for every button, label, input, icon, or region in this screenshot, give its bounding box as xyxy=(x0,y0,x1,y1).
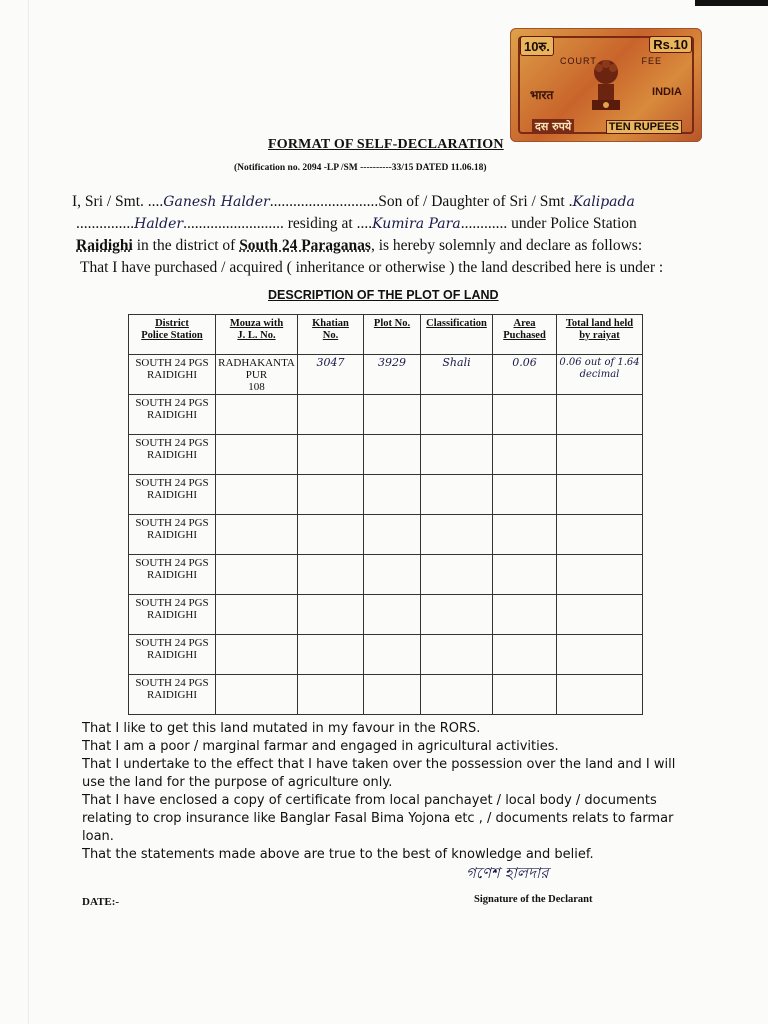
police-station-cell-text: SOUTH 24 PGS xyxy=(135,677,209,689)
police-station-cell-text: RAIDIGHI xyxy=(146,689,198,701)
khatian-cell xyxy=(298,555,364,595)
plot-description-title: DESCRIPTION OF THE PLOT OF LAND xyxy=(268,288,499,302)
mouza-cell-text: RADHAKANTA xyxy=(218,357,295,369)
police-station-value: Raidighi xyxy=(76,237,133,254)
police-station-cell xyxy=(129,395,216,435)
police-station-cell xyxy=(129,475,216,515)
classification-cell xyxy=(421,435,493,475)
area-cell xyxy=(493,395,557,435)
police-station-cell-text: RAIDIGHI xyxy=(146,529,198,541)
plot-cell xyxy=(364,675,421,715)
stamp-fee-label: FEE xyxy=(641,56,662,66)
khatian-cell xyxy=(298,675,364,715)
declarant-signature: গণেশ হালদার xyxy=(466,864,549,882)
mouza-cell xyxy=(216,515,298,555)
total-land-cell xyxy=(557,635,643,675)
police-station-cell-text: SOUTH 24 PGS xyxy=(135,397,209,409)
table-row xyxy=(129,675,643,715)
mouza-cell-text: PUR xyxy=(245,369,268,381)
header-text: No. xyxy=(322,330,339,341)
declaration-line-2 xyxy=(76,215,637,233)
khatian-cell: 3047 xyxy=(298,355,364,395)
police-station-cell xyxy=(129,355,216,395)
police-station-cell-text: RAIDIGHI xyxy=(146,409,198,421)
dots: .......................... xyxy=(183,215,284,232)
table-header-cell xyxy=(129,315,216,355)
notification-line: (Notification no. 2094 -LP /SM ----------33/15 DATED 11.06.18) xyxy=(234,163,487,173)
area-cell xyxy=(493,515,557,555)
police-station-cell-text: RAIDIGHI xyxy=(146,609,198,621)
mouza-cell xyxy=(216,635,298,675)
police-station-cell xyxy=(129,635,216,675)
police-station-cell xyxy=(129,515,216,555)
police-station-cell xyxy=(129,555,216,595)
area-cell xyxy=(493,635,557,675)
declare-text: , is hereby solemnly and declare as follows: xyxy=(370,237,643,254)
declaration-line-3 xyxy=(76,237,642,255)
table-header-cell xyxy=(557,315,643,355)
table-header-cell xyxy=(298,315,364,355)
table-row xyxy=(129,515,643,555)
total-land-cell xyxy=(557,515,643,555)
district-value: South 24 Paraganas xyxy=(239,237,371,254)
statement-line: That I am a poor / marginal farmar and engaged in agricultural activities. xyxy=(82,739,559,754)
table-row xyxy=(129,475,643,515)
total-land-cell xyxy=(557,675,643,715)
table-header-cell xyxy=(493,315,557,355)
classification-cell xyxy=(421,515,493,555)
header-text: Total land held xyxy=(565,318,634,329)
stamp-bharat-label: भारत xyxy=(530,88,554,102)
classification-cell xyxy=(421,555,493,595)
total-land-cell xyxy=(557,555,643,595)
declarant-prefix: I, Sri / Smt. .... xyxy=(72,193,164,210)
table-row xyxy=(129,595,643,635)
court-fee-stamp xyxy=(510,28,702,142)
area-cell xyxy=(493,435,557,475)
total-land-cell xyxy=(557,395,643,435)
table-row xyxy=(129,435,643,475)
police-station-cell-text: RAIDIGHI xyxy=(146,489,198,501)
residence-value: Kumira Para xyxy=(372,216,461,232)
police-station-cell-text: SOUTH 24 PGS xyxy=(135,437,209,449)
table-row xyxy=(129,355,643,395)
total-land-cell: 0.06 out of 1.64 decimal xyxy=(557,355,643,395)
dots: ............................ xyxy=(269,193,379,210)
mouza-cell xyxy=(216,475,298,515)
mouza-cell xyxy=(216,555,298,595)
plot-cell xyxy=(364,435,421,475)
stamp-india-label: INDIA xyxy=(652,86,682,98)
header-text: District xyxy=(155,318,189,329)
date-label: DATE:- xyxy=(82,896,120,908)
classification-cell xyxy=(421,475,493,515)
declaration-line-4: That I have purchased / acquired ( inheritance or otherwise ) the land described here is under : xyxy=(80,259,664,276)
classification-cell xyxy=(421,595,493,635)
khatian-cell xyxy=(298,595,364,635)
area-cell xyxy=(493,675,557,715)
police-station-cell-text: SOUTH 24 PGS xyxy=(135,637,209,649)
paper-crease xyxy=(28,0,29,1024)
plot-cell xyxy=(364,515,421,555)
parent-last-name: Halder xyxy=(134,216,184,232)
header-text: Classification xyxy=(426,318,487,329)
table-header-row xyxy=(129,315,643,355)
area-cell xyxy=(493,475,557,515)
khatian-cell xyxy=(298,515,364,555)
police-station-cell xyxy=(129,675,216,715)
ashoka-emblem-icon xyxy=(588,54,624,116)
total-land-cell xyxy=(557,595,643,635)
plot-table xyxy=(128,314,643,715)
mouza-cell xyxy=(216,435,298,475)
header-text: Plot No. xyxy=(373,318,411,329)
scan-edge xyxy=(695,0,768,6)
area-cell: 0.06 xyxy=(493,355,557,395)
table-header-cell xyxy=(216,315,298,355)
statement-line: That I have enclosed a copy of certificate from local panchayet / local body / documents relating to crop insurance like Banglar Fasal Bima Yojona etc , / documents relats to farmar loan. xyxy=(82,793,674,844)
plot-cell: 3929 xyxy=(364,355,421,395)
header-text: Puchased xyxy=(503,330,546,341)
mouza-cell xyxy=(216,355,298,395)
document-title: FORMAT OF SELF-DECLARATION xyxy=(268,137,504,152)
classification-cell xyxy=(421,395,493,435)
header-text: Mouza with xyxy=(229,318,284,329)
mouza-cell xyxy=(216,595,298,635)
plot-cell xyxy=(364,595,421,635)
police-station-cell-text: RAIDIGHI xyxy=(146,449,198,461)
statements-block xyxy=(82,720,692,864)
area-cell xyxy=(493,555,557,595)
police-station-cell-text: SOUTH 24 PGS xyxy=(135,557,209,569)
plot-cell xyxy=(364,395,421,435)
police-station-cell-text: RAIDIGHI xyxy=(146,569,198,581)
dots: ............... xyxy=(76,215,135,232)
khatian-cell xyxy=(298,435,364,475)
stamp-ten-hindi: दस रुपये xyxy=(532,119,574,134)
statement-line: That I like to get this land mutated in my favour in the RORS. xyxy=(82,721,481,736)
police-station-label: under Police Station xyxy=(511,215,637,232)
header-text: Area xyxy=(513,318,536,329)
stamp-court-label: COURT xyxy=(560,56,597,66)
police-station-cell-text: RAIDIGHI xyxy=(146,649,198,661)
declaration-line-1 xyxy=(72,193,635,211)
police-station-cell-text: SOUTH 24 PGS xyxy=(135,477,209,489)
header-text: J. L. No. xyxy=(237,330,276,341)
khatian-cell xyxy=(298,635,364,675)
table-row xyxy=(129,395,643,435)
parent-first-name: Kalipada xyxy=(572,194,635,210)
police-station-cell-text: SOUTH 24 PGS xyxy=(135,597,209,609)
statement-line: That the statements made above are true to the best of knowledge and belief. xyxy=(82,847,594,862)
police-station-cell-text: SOUTH 24 PGS xyxy=(135,357,209,369)
parent-prefix: Son of / Daughter of Sri / Smt . xyxy=(378,193,573,210)
signature-label: Signature of the Declarant xyxy=(474,894,593,905)
declarant-name: Ganesh Halder xyxy=(163,194,270,210)
plot-cell xyxy=(364,635,421,675)
mouza-cell xyxy=(216,395,298,435)
stamp-ten-rupees: TEN RUPEES xyxy=(606,120,682,134)
total-land-cell xyxy=(557,475,643,515)
stamp-value-english: Rs.10 xyxy=(649,36,692,53)
classification-cell xyxy=(421,675,493,715)
police-station-cell-text: SOUTH 24 PGS xyxy=(135,517,209,529)
table-row xyxy=(129,635,643,675)
mouza-cell xyxy=(216,675,298,715)
header-text: by raiyat xyxy=(579,330,620,341)
area-cell xyxy=(493,595,557,635)
statement-line: That I undertake to the effect that I have taken over the possession over the land and I will use the land for the purpose of agriculture only. xyxy=(82,757,676,790)
table-row xyxy=(129,555,643,595)
police-station-cell xyxy=(129,435,216,475)
stamp-value-hindi: 10रु. xyxy=(520,36,554,56)
header-text: Khatian xyxy=(312,318,349,329)
total-land-cell xyxy=(557,435,643,475)
police-station-cell-text: RAIDIGHI xyxy=(146,369,198,381)
khatian-cell xyxy=(298,395,364,435)
khatian-cell xyxy=(298,475,364,515)
table-header-cell xyxy=(421,315,493,355)
plot-cell xyxy=(364,555,421,595)
table-header-cell xyxy=(364,315,421,355)
residing-label: residing at .... xyxy=(287,215,373,232)
header-text: Police Station xyxy=(141,330,203,341)
district-label: in the district of xyxy=(136,237,236,254)
classification-cell xyxy=(421,635,493,675)
police-station-cell xyxy=(129,595,216,635)
plot-cell xyxy=(364,475,421,515)
mouza-cell-text: 108 xyxy=(248,381,265,393)
classification-cell: Shali xyxy=(421,355,493,395)
dots: ............ xyxy=(460,215,508,232)
